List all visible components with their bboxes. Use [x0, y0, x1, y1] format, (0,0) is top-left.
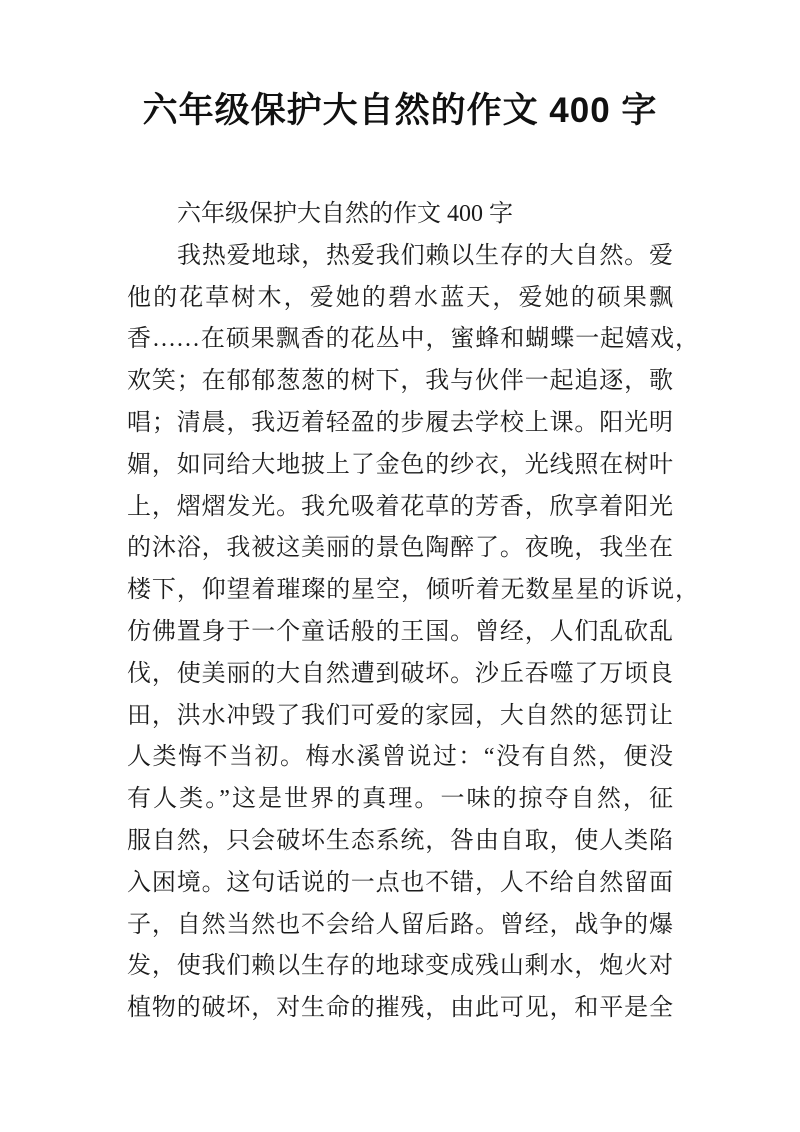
body-intro-line: 六年级保护大自然的作文 400 字 — [177, 201, 513, 227]
text-line: 田，洪水冲毁了我们可爱的家园，大自然的惩罚让 — [127, 702, 673, 729]
text-line: 唱；清晨，我迈着轻盈的步履去学校上课。阳光明 — [127, 409, 673, 436]
text-line: 人类悔不当初。梅水溪曾说过：“没有自然，便没 — [127, 744, 673, 771]
text-line: 仿佛置身于一个童话般的王国。曾经，人们乱砍乱 — [127, 618, 673, 645]
text-line: 的沐浴，我被这美丽的景色陶醉了。夜晚，我坐在 — [127, 535, 673, 562]
text-line: 伐，使美丽的大自然遭到破坏。沙丘吞噬了万顷良 — [127, 660, 673, 687]
text-line: 有人类。”这是世界的真理。一味的掠夺自然，征 — [127, 786, 673, 813]
essay-title: 六年级保护大自然的作文 400 字 — [142, 91, 658, 130]
text-line: 上，熠熠发光。我允吸着花草的芳香，欣享着阳光 — [127, 493, 673, 520]
text-line: 香……在硕果飘香的花丛中，蜜蜂和蝴蝶一起嬉戏， — [127, 326, 699, 353]
text-line: 服自然，只会破坏生态系统，咎由自取，使人类陷 — [127, 827, 673, 854]
essay-body — [127, 194, 699, 1030]
text-line: 他的花草树木，爱她的碧水蓝天，爱她的硕果飘 — [127, 284, 673, 311]
text-line: 我热爱地球，热爱我们赖以生存的大自然。爱 — [177, 242, 673, 269]
text-line: 媚，如同给大地披上了金色的纱衣，光线照在树叶 — [127, 451, 673, 478]
text-line: 子，自然当然也不会给人留后路。曾经，战争的爆 — [127, 911, 673, 938]
text-line: 欢笑；在郁郁葱葱的树下，我与伙伴一起追逐，歌 — [127, 368, 673, 395]
text-line: 发，使我们赖以生存的地球变成残山剩水，炮火对 — [127, 953, 673, 980]
text-line: 植物的破坏，对生命的摧残，由此可见，和平是全 — [127, 995, 673, 1022]
text-line: 楼下，仰望着璀璨的星空，倾听着无数星星的诉说， — [127, 577, 699, 604]
text-line: 入困境。这句话说的一点也不错，人不给自然留面 — [127, 869, 673, 896]
